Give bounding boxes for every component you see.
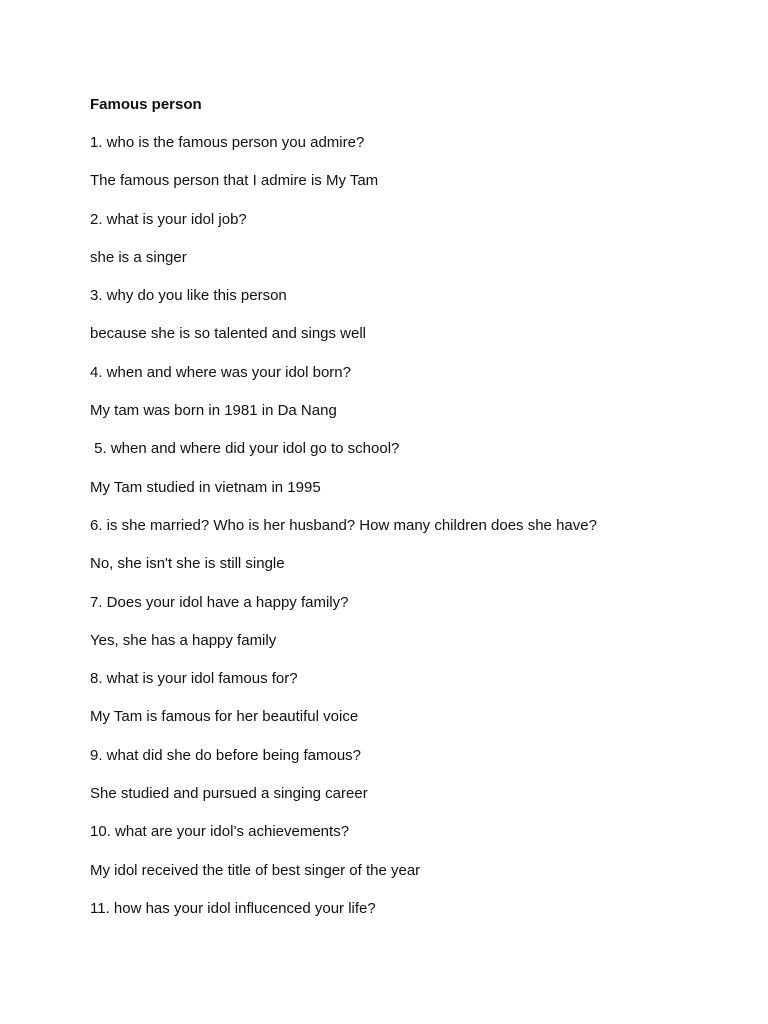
document-title: Famous person — [90, 96, 202, 113]
answer-9: She studied and pursued a singing career — [90, 785, 368, 803]
question-8: 8. what is your idol famous for? — [90, 670, 298, 688]
answer-8: My Tam is famous for her beautiful voice — [90, 708, 359, 726]
answer-7: Yes, she has a happy family — [90, 631, 277, 649]
answer-10: My idol received the title of best singer of the year — [90, 861, 421, 879]
question-4: 4. when and where was your idol born? — [90, 363, 351, 381]
question-5: 5. when and where did your idol go to school? — [90, 440, 400, 458]
question-9: 9. what did she do before being famous? — [90, 746, 362, 764]
question-6: 6. is she married? Who is her husband? How many children does she have? — [90, 516, 597, 534]
answer-4: My tam was born in 1981 in Da Nang — [90, 402, 337, 420]
answer-6: No, she isn't she is still single — [90, 555, 285, 573]
question-7: 7. Does your idol have a happy family? — [90, 593, 349, 611]
question-10: 10. what are your idol’s achievements? — [90, 823, 350, 841]
answer-5: My Tam studied in vietnam in 1995 — [90, 478, 321, 496]
question-3: 3. why do you like this person — [90, 287, 287, 305]
question-11: 11. how has your idol influcenced your life? — [90, 899, 376, 917]
question-2: 2. what is your idol job? — [90, 210, 247, 228]
answer-2: she is a singer — [90, 248, 187, 266]
question-1: 1. who is the famous person you admire? — [90, 134, 365, 151]
answer-3: because she is so talented and sings well — [90, 325, 367, 343]
answer-1: The famous person that I admire is My Tam — [90, 172, 379, 190]
question-answer-list — [90, 132, 730, 936]
